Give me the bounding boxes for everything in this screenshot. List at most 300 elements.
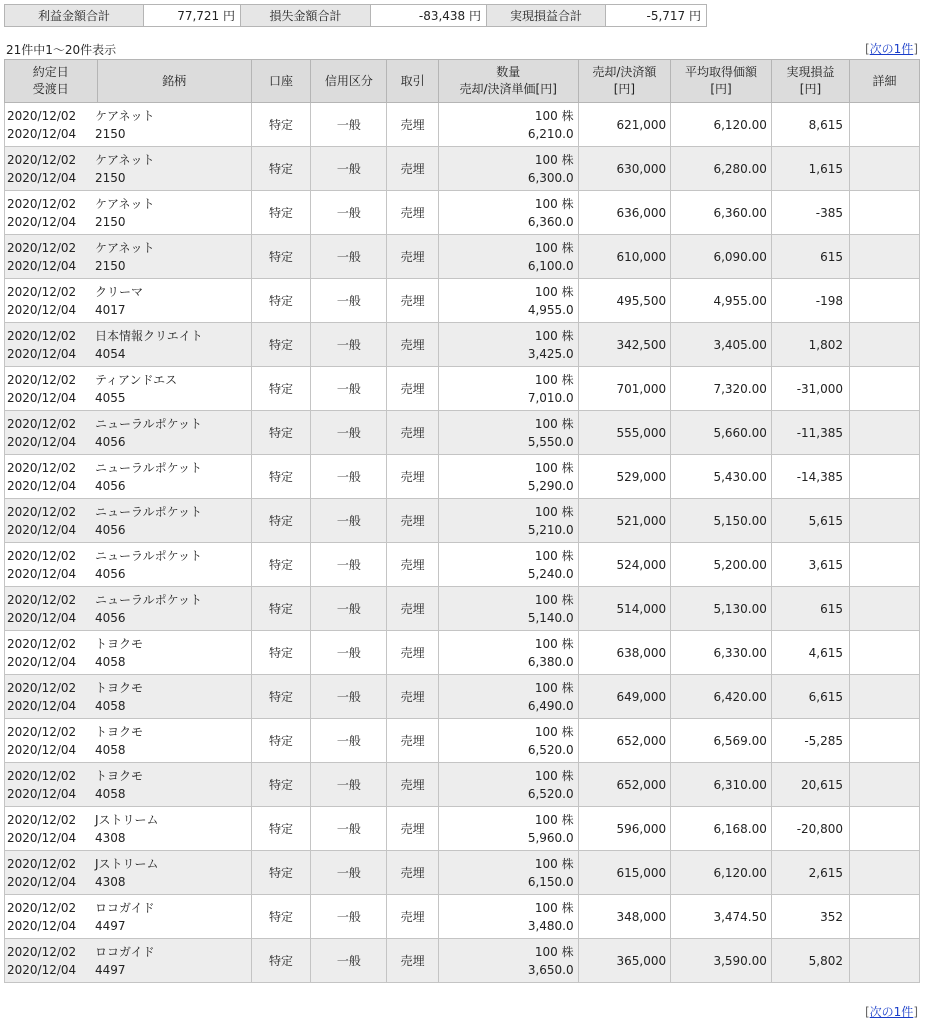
amount-cell: 348,000 — [578, 895, 671, 939]
avg-cost-cell: 6,168.00 — [671, 807, 772, 851]
price-value: 6,520.0 — [527, 742, 574, 757]
qty-value: 100 株 — [534, 856, 574, 871]
margin-cell: 一般 — [311, 499, 387, 543]
trade-date: 2020/12/02 — [7, 900, 77, 915]
amount-cell: 596,000 — [578, 807, 671, 851]
stock-name: ニューラルポケット — [95, 592, 203, 607]
qty-cell — [438, 631, 578, 675]
trade-date: 2020/12/02 — [7, 944, 77, 959]
avg-cost-cell: 6,120.00 — [671, 851, 772, 895]
table-row — [5, 587, 920, 631]
trade-cell: 売埋 — [387, 719, 438, 763]
avg-cost-cell: 5,130.00 — [671, 587, 772, 631]
account-cell: 特定 — [251, 587, 311, 631]
qty-value: 100 株 — [534, 680, 574, 695]
price-value: 5,290.0 — [527, 478, 574, 493]
avg-cost-cell: 6,420.00 — [671, 675, 772, 719]
date-cell — [5, 675, 252, 719]
settle-date: 2020/12/04 — [7, 390, 77, 405]
trade-date: 2020/12/02 — [7, 196, 77, 211]
header-trade: 取引 — [387, 60, 438, 103]
settle-date: 2020/12/04 — [7, 610, 77, 625]
settle-date: 2020/12/04 — [7, 346, 77, 361]
header-pl: 実現損益 [円] — [771, 60, 849, 103]
date-cell — [5, 719, 252, 763]
profit-total-label: 利益金額合計 — [5, 5, 144, 27]
date-cell — [5, 851, 252, 895]
bracket-close: ] — [913, 42, 918, 56]
account-cell: 特定 — [251, 719, 311, 763]
trade-cell: 売埋 — [387, 895, 438, 939]
stock-name: 日本情報クリエイト — [95, 328, 203, 343]
header-margin: 信用区分 — [311, 60, 387, 103]
header-detail: 詳細 — [850, 60, 920, 103]
stock-name: ロコガイド — [95, 944, 155, 959]
qty-cell — [438, 455, 578, 499]
avg-cost-cell: 5,660.00 — [671, 411, 772, 455]
stock-name: Jストリーム — [95, 812, 159, 827]
trade-date: 2020/12/02 — [7, 284, 77, 299]
amount-cell: 615,000 — [578, 851, 671, 895]
price-value: 6,210.0 — [527, 126, 574, 141]
table-row — [5, 631, 920, 675]
detail-cell — [850, 499, 920, 543]
trade-cell: 売埋 — [387, 631, 438, 675]
margin-cell: 一般 — [311, 191, 387, 235]
stock-code: 4017 — [95, 302, 126, 317]
stock-code: 4054 — [95, 346, 126, 361]
price-value: 6,300.0 — [527, 170, 574, 185]
trade-cell: 売埋 — [387, 499, 438, 543]
detail-cell — [850, 455, 920, 499]
loss-total-value: -83,438 円 — [371, 5, 487, 27]
margin-cell: 一般 — [311, 719, 387, 763]
realized-pl-cell: 4,615 — [771, 631, 849, 675]
amount-cell: 701,000 — [578, 367, 671, 411]
trade-date: 2020/12/02 — [7, 372, 77, 387]
price-value: 5,960.0 — [527, 830, 574, 845]
table-row — [5, 191, 920, 235]
table-row — [5, 939, 920, 983]
table-row — [5, 675, 920, 719]
date-cell — [5, 411, 252, 455]
qty-cell — [438, 807, 578, 851]
trade-date: 2020/12/02 — [7, 416, 77, 431]
margin-cell: 一般 — [311, 411, 387, 455]
stock-code: 2150 — [95, 126, 126, 141]
detail-cell — [850, 675, 920, 719]
account-cell: 特定 — [251, 939, 311, 983]
qty-value: 100 株 — [534, 812, 574, 827]
date-cell — [5, 895, 252, 939]
table-row — [5, 499, 920, 543]
detail-cell — [850, 367, 920, 411]
stock-name: トヨクモ — [95, 768, 144, 783]
realized-pl-cell: -31,000 — [771, 367, 849, 411]
margin-cell: 一般 — [311, 235, 387, 279]
qty-cell — [438, 499, 578, 543]
account-cell: 特定 — [251, 851, 311, 895]
trade-cell: 売埋 — [387, 939, 438, 983]
trade-date: 2020/12/02 — [7, 680, 77, 695]
bracket-close: ] — [913, 1005, 918, 1019]
detail-cell — [850, 235, 920, 279]
qty-value: 100 株 — [534, 108, 574, 123]
realized-pl-cell: 1,615 — [771, 147, 849, 191]
account-cell: 特定 — [251, 763, 311, 807]
qty-cell — [438, 939, 578, 983]
date-cell — [5, 279, 252, 323]
date-cell — [5, 103, 252, 147]
realized-pl-cell: -385 — [771, 191, 849, 235]
account-cell: 特定 — [251, 455, 311, 499]
stock-name: ティアンドエス — [95, 372, 178, 387]
account-cell: 特定 — [251, 367, 311, 411]
table-row — [5, 807, 920, 851]
trade-date: 2020/12/02 — [7, 592, 77, 607]
qty-cell — [438, 587, 578, 631]
amount-cell: 555,000 — [578, 411, 671, 455]
trade-cell: 売埋 — [387, 587, 438, 631]
settle-date: 2020/12/04 — [7, 170, 77, 185]
detail-cell — [850, 895, 920, 939]
realized-pl-cell: 615 — [771, 587, 849, 631]
realized-pl-cell: 5,615 — [771, 499, 849, 543]
stock-name: ケアネット — [95, 108, 155, 123]
next-page-link-top[interactable]: 次の1件 — [869, 42, 914, 56]
trade-cell: 売埋 — [387, 807, 438, 851]
price-value: 6,100.0 — [527, 258, 574, 273]
table-row — [5, 279, 920, 323]
stock-code: 4056 — [95, 478, 126, 493]
qty-cell — [438, 763, 578, 807]
stock-code: 2150 — [95, 170, 126, 185]
settle-date: 2020/12/04 — [7, 302, 77, 317]
trade-cell: 売埋 — [387, 411, 438, 455]
trade-date: 2020/12/02 — [7, 812, 77, 827]
trade-date: 2020/12/02 — [7, 152, 77, 167]
realized-pl-cell: -20,800 — [771, 807, 849, 851]
price-value: 5,550.0 — [527, 434, 574, 449]
settle-date: 2020/12/04 — [7, 258, 77, 273]
trade-history-table — [4, 59, 920, 983]
realized-total-label: 実現損益合計 — [487, 5, 606, 27]
date-cell — [5, 455, 252, 499]
date-cell — [5, 587, 252, 631]
settle-date: 2020/12/04 — [7, 962, 77, 977]
margin-cell: 一般 — [311, 279, 387, 323]
stock-code: 4308 — [95, 830, 126, 845]
result-count: 21件中1～20件表示 — [6, 43, 117, 57]
stock-code: 2150 — [95, 258, 126, 273]
price-value: 5,140.0 — [527, 610, 574, 625]
trade-cell: 売埋 — [387, 455, 438, 499]
detail-cell — [850, 763, 920, 807]
price-value: 7,010.0 — [527, 390, 574, 405]
summary-bar — [4, 4, 707, 27]
margin-cell: 一般 — [311, 763, 387, 807]
trade-cell: 売埋 — [387, 191, 438, 235]
stock-name: ケアネット — [95, 240, 155, 255]
trade-date: 2020/12/02 — [7, 548, 77, 563]
pager-top — [865, 40, 918, 57]
detail-cell — [850, 323, 920, 367]
qty-value: 100 株 — [534, 196, 574, 211]
trade-date: 2020/12/02 — [7, 108, 77, 123]
header-qty: 数量 売却/決済単価[円] — [438, 60, 578, 103]
detail-cell — [850, 411, 920, 455]
price-value: 4,955.0 — [527, 302, 574, 317]
qty-value: 100 株 — [534, 724, 574, 739]
stock-name: トヨクモ — [95, 724, 144, 739]
avg-cost-cell: 5,150.00 — [671, 499, 772, 543]
header-name: 銘柄 — [97, 60, 251, 103]
stock-code: 4058 — [95, 654, 126, 669]
date-cell — [5, 807, 252, 851]
settle-date: 2020/12/04 — [7, 566, 77, 581]
date-cell — [5, 631, 252, 675]
realized-pl-cell: 2,615 — [771, 851, 849, 895]
date-cell — [5, 763, 252, 807]
qty-value: 100 株 — [534, 592, 574, 607]
margin-cell: 一般 — [311, 631, 387, 675]
detail-cell — [850, 719, 920, 763]
date-cell — [5, 499, 252, 543]
qty-value: 100 株 — [534, 768, 574, 783]
qty-cell — [438, 411, 578, 455]
account-cell: 特定 — [251, 499, 311, 543]
detail-cell — [850, 631, 920, 675]
qty-cell — [438, 719, 578, 763]
avg-cost-cell: 6,120.00 — [671, 103, 772, 147]
trade-date: 2020/12/02 — [7, 460, 77, 475]
margin-cell: 一般 — [311, 895, 387, 939]
date-cell — [5, 543, 252, 587]
amount-cell: 514,000 — [578, 587, 671, 631]
date-cell — [5, 147, 252, 191]
qty-value: 100 株 — [534, 944, 574, 959]
table-row — [5, 719, 920, 763]
amount-cell: 652,000 — [578, 719, 671, 763]
qty-value: 100 株 — [534, 460, 574, 475]
qty-cell — [438, 895, 578, 939]
pager-bottom — [865, 1003, 918, 1020]
margin-cell: 一般 — [311, 323, 387, 367]
qty-value: 100 株 — [534, 240, 574, 255]
realized-pl-cell: -14,385 — [771, 455, 849, 499]
stock-code: 4058 — [95, 786, 126, 801]
table-row — [5, 147, 920, 191]
date-cell — [5, 235, 252, 279]
account-cell: 特定 — [251, 543, 311, 587]
margin-cell: 一般 — [311, 675, 387, 719]
realized-pl-cell: 20,615 — [771, 763, 849, 807]
qty-cell — [438, 103, 578, 147]
amount-cell: 342,500 — [578, 323, 671, 367]
stock-code: 4497 — [95, 962, 126, 977]
realized-pl-cell: 615 — [771, 235, 849, 279]
account-cell: 特定 — [251, 323, 311, 367]
avg-cost-cell: 6,360.00 — [671, 191, 772, 235]
header-account: 口座 — [251, 60, 311, 103]
realized-pl-cell: -198 — [771, 279, 849, 323]
profit-total-value: 77,721 円 — [144, 5, 241, 27]
amount-cell: 636,000 — [578, 191, 671, 235]
settle-date: 2020/12/04 — [7, 918, 77, 933]
price-value: 5,210.0 — [527, 522, 574, 537]
date-cell — [5, 323, 252, 367]
qty-value: 100 株 — [534, 636, 574, 651]
avg-cost-cell: 7,320.00 — [671, 367, 772, 411]
qty-value: 100 株 — [534, 416, 574, 431]
detail-cell — [850, 587, 920, 631]
amount-cell: 521,000 — [578, 499, 671, 543]
detail-cell — [850, 279, 920, 323]
price-value: 6,520.0 — [527, 786, 574, 801]
trade-date: 2020/12/02 — [7, 768, 77, 783]
price-value: 3,650.0 — [527, 962, 574, 977]
settle-date: 2020/12/04 — [7, 830, 77, 845]
table-row — [5, 323, 920, 367]
qty-cell — [438, 323, 578, 367]
table-row — [5, 895, 920, 939]
amount-cell: 630,000 — [578, 147, 671, 191]
realized-total-value: -5,717 円 — [606, 5, 707, 27]
detail-cell — [850, 147, 920, 191]
account-cell: 特定 — [251, 631, 311, 675]
amount-cell: 495,500 — [578, 279, 671, 323]
trade-date: 2020/12/02 — [7, 328, 77, 343]
stock-code: 2150 — [95, 214, 126, 229]
table-row — [5, 235, 920, 279]
qty-cell — [438, 367, 578, 411]
avg-cost-cell: 6,330.00 — [671, 631, 772, 675]
table-row — [5, 543, 920, 587]
stock-name: ニューラルポケット — [95, 460, 203, 475]
avg-cost-cell: 4,955.00 — [671, 279, 772, 323]
qty-value: 100 株 — [534, 284, 574, 299]
qty-cell — [438, 279, 578, 323]
amount-cell: 652,000 — [578, 763, 671, 807]
qty-value: 100 株 — [534, 504, 574, 519]
bracket-open: [ — [864, 42, 870, 56]
trade-date: 2020/12/02 — [7, 240, 77, 255]
stock-code: 4055 — [95, 390, 126, 405]
account-cell: 特定 — [251, 895, 311, 939]
amount-cell: 529,000 — [578, 455, 671, 499]
qty-value: 100 株 — [534, 372, 574, 387]
detail-cell — [850, 543, 920, 587]
settle-date: 2020/12/04 — [7, 786, 77, 801]
qty-cell — [438, 235, 578, 279]
detail-cell — [850, 851, 920, 895]
realized-pl-cell: 8,615 — [771, 103, 849, 147]
table-row — [5, 455, 920, 499]
price-value: 6,380.0 — [527, 654, 574, 669]
next-page-link-bottom[interactable]: 次の1件 — [869, 1005, 914, 1019]
avg-cost-cell: 5,430.00 — [671, 455, 772, 499]
settle-date: 2020/12/04 — [7, 126, 77, 141]
avg-cost-cell: 6,569.00 — [671, 719, 772, 763]
detail-cell — [850, 939, 920, 983]
stock-name: トヨクモ — [95, 680, 144, 695]
account-cell: 特定 — [251, 147, 311, 191]
margin-cell: 一般 — [311, 587, 387, 631]
qty-cell — [438, 191, 578, 235]
avg-cost-cell: 3,590.00 — [671, 939, 772, 983]
qty-cell — [438, 851, 578, 895]
header-avg: 平均取得価額 [円] — [671, 60, 772, 103]
stock-name: ニューラルポケット — [95, 416, 203, 431]
amount-cell: 524,000 — [578, 543, 671, 587]
amount-cell: 621,000 — [578, 103, 671, 147]
price-value: 6,360.0 — [527, 214, 574, 229]
margin-cell: 一般 — [311, 851, 387, 895]
avg-cost-cell: 6,280.00 — [671, 147, 772, 191]
stock-name: ニューラルポケット — [95, 548, 203, 563]
trade-cell: 売埋 — [387, 323, 438, 367]
stock-name: ニューラルポケット — [95, 504, 203, 519]
trade-cell: 売埋 — [387, 103, 438, 147]
stock-code: 4497 — [95, 918, 126, 933]
amount-cell: 638,000 — [578, 631, 671, 675]
qty-value: 100 株 — [534, 900, 574, 915]
realized-pl-cell: 3,615 — [771, 543, 849, 587]
margin-cell: 一般 — [311, 807, 387, 851]
price-value: 3,425.0 — [527, 346, 574, 361]
stock-code: 4058 — [95, 698, 126, 713]
margin-cell: 一般 — [311, 367, 387, 411]
stock-code: 4056 — [95, 522, 126, 537]
stock-name: クリーマ — [95, 284, 144, 299]
table-row — [5, 411, 920, 455]
account-cell: 特定 — [251, 235, 311, 279]
realized-pl-cell: -5,285 — [771, 719, 849, 763]
table-row — [5, 367, 920, 411]
realized-pl-cell: 5,802 — [771, 939, 849, 983]
trade-cell: 売埋 — [387, 235, 438, 279]
realized-pl-cell: 352 — [771, 895, 849, 939]
realized-pl-cell: 6,615 — [771, 675, 849, 719]
margin-cell: 一般 — [311, 543, 387, 587]
stock-name: ケアネット — [95, 152, 155, 167]
trade-cell: 売埋 — [387, 543, 438, 587]
avg-cost-cell: 3,474.50 — [671, 895, 772, 939]
qty-value: 100 株 — [534, 328, 574, 343]
trade-cell: 売埋 — [387, 675, 438, 719]
realized-pl-cell: -11,385 — [771, 411, 849, 455]
margin-cell: 一般 — [311, 455, 387, 499]
date-cell — [5, 191, 252, 235]
table-row — [5, 763, 920, 807]
stock-code: 4056 — [95, 434, 126, 449]
avg-cost-cell: 5,200.00 — [671, 543, 772, 587]
header-amount: 売却/決済額 [円] — [578, 60, 671, 103]
detail-cell — [850, 807, 920, 851]
account-cell: 特定 — [251, 675, 311, 719]
amount-cell: 365,000 — [578, 939, 671, 983]
detail-cell — [850, 191, 920, 235]
table-header-row — [5, 60, 920, 103]
qty-cell — [438, 147, 578, 191]
trade-cell: 売埋 — [387, 279, 438, 323]
price-value: 6,150.0 — [527, 874, 574, 889]
settle-date: 2020/12/04 — [7, 742, 77, 757]
amount-cell: 649,000 — [578, 675, 671, 719]
trade-date: 2020/12/02 — [7, 636, 77, 651]
trade-date: 2020/12/02 — [7, 856, 77, 871]
qty-cell — [438, 543, 578, 587]
